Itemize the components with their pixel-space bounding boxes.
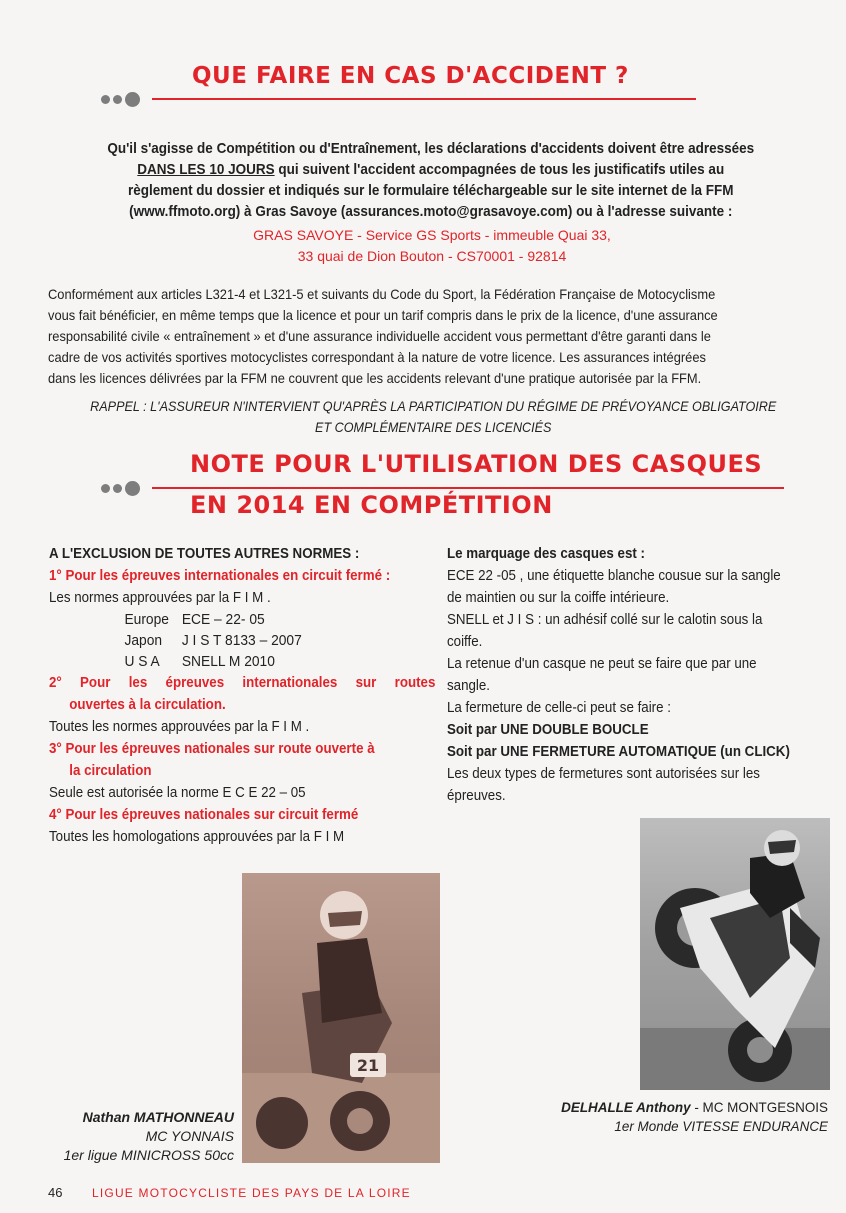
right-column bbox=[447, 543, 827, 807]
rider-club: - MC MONTGESNOIS bbox=[690, 1099, 828, 1115]
item2-text: Toutes les normes approuvées par la F I M . bbox=[49, 719, 310, 735]
bullet-dots-icon bbox=[101, 92, 140, 107]
right-text: sangle. bbox=[447, 678, 491, 694]
norm-region: U S A bbox=[124, 653, 160, 670]
closure-type: UNE DOUBLE BOUCLE bbox=[500, 722, 649, 738]
photo-superbike bbox=[640, 818, 830, 1090]
address-line: GRAS SAVOYE - Service GS Sports - immeuble Quai 33, bbox=[253, 227, 611, 243]
closure-option bbox=[447, 741, 827, 763]
body-line: cadre de vos activités sportives motocyclistes correspondant à la nature de votre licence. Les assurances intégrées bbox=[48, 349, 706, 365]
rappel-line: ET COMPLÉMENTAIRE DES LICENCIÉS bbox=[315, 419, 552, 435]
intro-line: règlement du dossier et indiqués sur le formulaire téléchargeable sur le site internet de la FFM bbox=[128, 182, 734, 199]
body-line: vous fait bénéficier, en même temps que la licence et pour un tarif compris dans le prix de la licence, d'une assurance bbox=[48, 307, 718, 323]
table-row bbox=[124, 651, 314, 672]
closure-type: UNE FERMETURE AUTOMATIQUE (un CLICK) bbox=[500, 744, 790, 760]
norm-value: J I S T 8133 – 2007 bbox=[181, 632, 302, 649]
left-heading: A L'EXCLUSION DE TOUTES AUTRES NORMES : bbox=[49, 546, 360, 562]
right-text: de maintien ou sur la coiffe intérieure. bbox=[447, 590, 670, 606]
item3-title: 3° Pour les épreuves nationales sur route ouverte à bbox=[49, 741, 375, 757]
body-line: responsabilité civile « entraînement » et d'une assurance individuelle accident vous permettant d'être garanti dans le bbox=[48, 328, 711, 344]
body-line: dans les licences délivrées par la FFM ne couvrent que les accidents relevant d'une pratique autorisée par la FFM. bbox=[48, 370, 702, 386]
item4-text: Toutes les homologations approuvées par la F I M bbox=[49, 829, 345, 845]
footer-league: LIGUE MOTOCYCLISTE DES PAYS DE LA LOIRE bbox=[92, 1186, 411, 1200]
norm-region: Europe bbox=[124, 611, 169, 628]
intro-line: Qu'il s'agisse de Compétition ou d'Entraînement, les déclarations d'accidents doivent être adressées bbox=[107, 140, 755, 157]
item4-title: 4° Pour les épreuves nationales sur circuit fermé bbox=[49, 807, 359, 823]
rider-name: DELHALLE Anthony bbox=[561, 1099, 691, 1115]
caption-line bbox=[504, 1098, 828, 1117]
rider-title: 1er ligue MINICROSS 50cc bbox=[63, 1147, 234, 1163]
body-line: Conformément aux articles L321-4 et L321-5 et suivants du Code du Sport, la Fédération Française de Motocyclisme bbox=[48, 286, 716, 302]
section-title-helmets-line2: EN 2014 EN COMPÉTITION bbox=[190, 491, 553, 519]
item2-title: 2° Pour les épreuves internationales sur routes bbox=[49, 675, 436, 691]
intro-line: (www.ffmoto.org) à Gras Savoye (assurances.moto@grasavoye.com) ou à l'adresse suivante : bbox=[129, 203, 733, 220]
right-text: SNELL et J I S : un adhésif collé sur le calotin sous la bbox=[447, 612, 763, 628]
right-text: Les deux types de fermetures sont autorisées sur les bbox=[447, 766, 760, 782]
right-text: La retenue d'un casque ne peut se faire que par une bbox=[447, 656, 757, 672]
right-heading: Le marquage des casques est : bbox=[447, 546, 645, 562]
right-text: ECE 22 -05 , une étiquette blanche cousue sur la sangle bbox=[447, 568, 781, 584]
minicross-rider-image bbox=[242, 873, 440, 1163]
right-text: La fermeture de celle-ci peut se faire : bbox=[447, 700, 671, 716]
norms-table bbox=[124, 609, 314, 672]
closure-prefix: Soit par bbox=[447, 744, 501, 760]
bib-number: 21 bbox=[356, 1056, 380, 1075]
right-text: coiffe. bbox=[447, 634, 483, 650]
address-line: 33 quai de Dion Bouton - CS70001 - 92814 bbox=[297, 248, 567, 264]
item3-title: la circulation bbox=[69, 763, 152, 779]
section-divider bbox=[152, 98, 696, 100]
photo-minicross bbox=[242, 873, 440, 1163]
rappel-line: RAPPEL : L'ASSUREUR N'INTERVIENT QU'APRÈS LA PARTICIPATION DU RÉGIME DE PRÉVOYANCE OBLIGATOIRE bbox=[90, 398, 777, 414]
item1-text: Les normes approuvées par la F I M . bbox=[49, 590, 271, 606]
rider-club: MC YONNAIS bbox=[145, 1128, 234, 1144]
closure-option bbox=[447, 719, 827, 741]
section-title-helmets-line1: NOTE POUR L'UTILISATION DES CASQUES bbox=[190, 450, 763, 478]
bullet-dots-icon bbox=[101, 481, 140, 496]
item3-text: Seule est autorisée la norme E C E 22 – 05 bbox=[49, 785, 306, 801]
deadline-text: DANS LES 10 JOURS bbox=[137, 161, 275, 178]
table-row bbox=[124, 630, 314, 651]
norm-value: ECE – 22- 05 bbox=[181, 611, 265, 628]
section-title-accident: QUE FAIRE EN CAS D'ACCIDENT ? bbox=[192, 63, 629, 89]
norm-value: SNELL M 2010 bbox=[181, 653, 275, 670]
intro-line bbox=[46, 159, 816, 180]
right-text: épreuves. bbox=[447, 788, 506, 804]
insurance-paragraph bbox=[48, 284, 825, 389]
caption-right bbox=[504, 1098, 828, 1136]
address-block bbox=[0, 225, 846, 267]
left-column bbox=[49, 543, 435, 848]
norm-region: Japon bbox=[124, 632, 163, 649]
table-row bbox=[124, 609, 314, 630]
intro-line-rest: qui suivent l'accident accompagnées de tous les justificatifs utiles au bbox=[274, 161, 725, 178]
section-divider bbox=[152, 487, 784, 489]
closure-prefix: Soit par bbox=[447, 722, 501, 738]
caption-left bbox=[30, 1108, 234, 1165]
superbike-rider-image bbox=[640, 818, 830, 1090]
item1-title: 1° Pour les épreuves internationales en circuit fermé : bbox=[49, 568, 391, 584]
caption-line: 1er Monde VITESSE ENDURANCE bbox=[614, 1118, 828, 1134]
page-number: 46 bbox=[48, 1185, 63, 1200]
rappel-note bbox=[53, 396, 814, 438]
item2-title: ouvertes à la circulation. bbox=[69, 697, 226, 713]
rider-name: Nathan MATHONNEAU bbox=[82, 1109, 234, 1125]
intro-paragraph bbox=[46, 138, 816, 222]
